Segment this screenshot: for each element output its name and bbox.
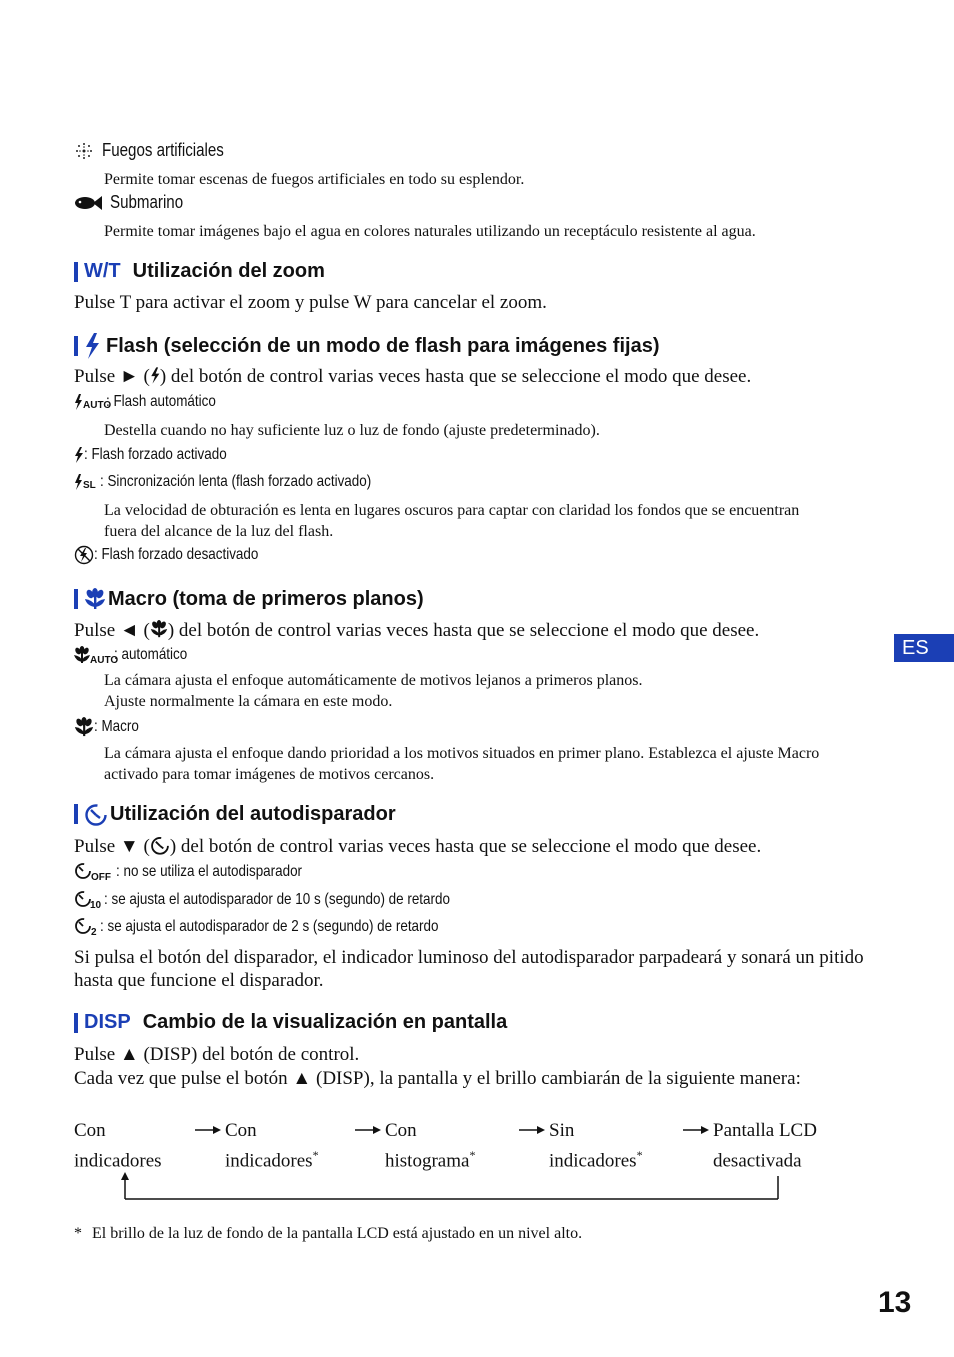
flow-step-3: Con histograma* [385,1120,476,1172]
timer-2-label: : se ajusta el autodisparador de 2 s (segundo) de retardo [100,918,439,935]
zoom-heading [74,260,325,283]
flash-slow-item [74,473,423,491]
timer-note: Si pulsa el botón del disparador, el indicador luminoso del autodisparador parpadeará y sonará un pitido hasta que funcione el disparador. [74,947,864,991]
fireworks-desc: Permite tomar escenas de fuegos artificiales en todo su esplendor. [104,171,525,188]
flash-off-label: : Flash forzado desactivado [94,546,259,563]
macro-auto-desc-1: La cámara ajusta el enfoque automáticamente de motivos lejanos a primeros planos. [104,672,643,689]
flash-intro: Pulse ► ( ) del botón de control varias veces hasta que se seleccione el modo que desee. [74,366,752,387]
timer-title: Utilización del autodisparador [110,802,396,825]
macro-auto-desc-2: Ajuste normalmente la cámara en este modo. [104,693,393,710]
timer-off-item [74,862,337,882]
arrow-right-icon [683,1123,709,1142]
macro-on-desc: La cámara ajusta el enfoque dando prioridad a los motivos situados en primer plano. Establezca el ajuste Macro activado para tomar imágenes de motivos cercanos. [104,745,820,783]
flash-auto-label: : Flash automático [106,393,216,410]
flow-step-1: Con indicadores [74,1120,162,1172]
disp-title: Cambio de la visualización en pantalla [142,1011,508,1033]
flash-slow-label: : Sincronización lenta (flash forzado activado) [100,473,372,490]
heading-bar [74,1013,78,1033]
macro-flower-icon [150,619,168,639]
flash-icon [84,333,100,359]
fireworks-item [74,140,247,161]
macro-on-label: : Macro [94,718,139,735]
zoom-badge: W/T [84,260,121,282]
svg-text:2: 2 [91,927,97,938]
macro-intro: Pulse ◄ ( ) del botón de control varias veces hasta que se seleccione el modo que desee. [74,620,760,641]
flash-auto-desc: Destella cuando no hay suficiente luz o luz de fondo (ajuste predeterminado). [104,422,600,439]
macro-title: Macro (toma de primeros planos) [108,587,424,610]
heading-bar [74,262,78,282]
underwater-item [74,192,197,213]
arrow-right-icon [355,1123,381,1142]
macro-flower-icon [84,587,106,611]
timer-10-item [74,890,516,910]
svg-text:AUTO: AUTO [83,400,112,411]
macro-on-item [74,716,147,738]
timer-intro: Pulse ▼ ( ) del botón de control varias veces hasta que se seleccione el modo que desee. [74,836,762,857]
heading-bar [74,336,78,356]
disp-text-1: Pulse ▲ (DISP) del botón de control. [74,1044,360,1065]
flow-step-4: Sin indicadores* [549,1120,643,1172]
footnote-mark: * [74,1225,82,1242]
disp-text-2: Cada vez que pulse el botón ▲ (DISP), la pantalla y el brillo cambiarán de la siguiente manera: [74,1068,801,1089]
arrow-right-icon [519,1123,545,1142]
macro-heading [74,587,424,611]
macro-auto-label: : automático [114,646,188,663]
arrow-right-icon [195,1123,221,1142]
zoom-text: Pulse T para activar el zoom y pulse W para cancelar el zoom. [74,292,547,313]
flash-slow-desc: La velocidad de obturación es lenta en lugares oscuros para captar con claridad los fondos que se encuentran fuera del alcance de la luz del flash. [104,502,800,540]
flash-slow-sync-icon [74,473,100,491]
timer-2-item [74,917,503,937]
self-timer-off-icon [74,862,116,882]
timer-heading [74,802,396,826]
heading-bar [74,589,78,609]
underwater-desc: Permite tomar imágenes bajo el agua en colores naturales utilizando un receptáculo resistente al agua. [104,223,756,240]
macro-flower-icon [74,716,94,738]
macro-auto-item [74,645,201,665]
fish-icon [74,194,102,212]
flash-icon [150,367,160,384]
flash-off-item [74,545,290,565]
svg-text:SL: SL [83,480,96,491]
self-timer-icon [84,802,108,826]
flash-off-icon [74,545,94,565]
disp-heading [74,1011,507,1034]
flash-on-label: : Flash forzado activado [84,446,227,463]
zoom-title: Utilización del zoom [132,260,325,282]
underwater-title: Submarino [110,192,184,212]
fireworks-title: Fuegos artificiales [102,140,224,160]
flash-title: Flash (selección de un modo de flash para imágenes fijas) [106,334,660,357]
macro-auto-icon [74,645,119,666]
flash-auto-item [74,393,237,411]
disp-badge: DISP [84,1011,131,1033]
flow-step-2: Con indicadores* [225,1120,319,1172]
svg-text:10: 10 [90,900,102,911]
flow-step-5: Pantalla LCD desactivada [713,1120,817,1172]
page-number: 13 [878,1286,912,1319]
flash-on-item [74,446,254,464]
timer-10-label: : se ajusta el autodisparador de 10 s (segundo) de retardo [104,891,450,908]
footnote-text: El brillo de la luz de fondo de la pantalla LCD está ajustado en un nivel alto. [92,1225,583,1242]
self-timer-2-icon [74,917,100,937]
fireworks-icon [74,141,94,161]
svg-text:OFF: OFF [91,872,111,883]
timer-off-label: : no se utiliza el autodisparador [116,863,303,880]
svg-text:AUTO: AUTO [90,655,119,666]
footnote [74,1223,582,1244]
self-timer-10-icon [74,890,104,910]
language-tab: ES [894,634,954,662]
heading-bar [74,804,78,824]
flash-heading [74,333,660,359]
flow-return-line [118,1172,784,1209]
flash-auto-icon [74,393,112,411]
self-timer-icon [150,835,170,855]
flash-on-icon [74,446,84,464]
